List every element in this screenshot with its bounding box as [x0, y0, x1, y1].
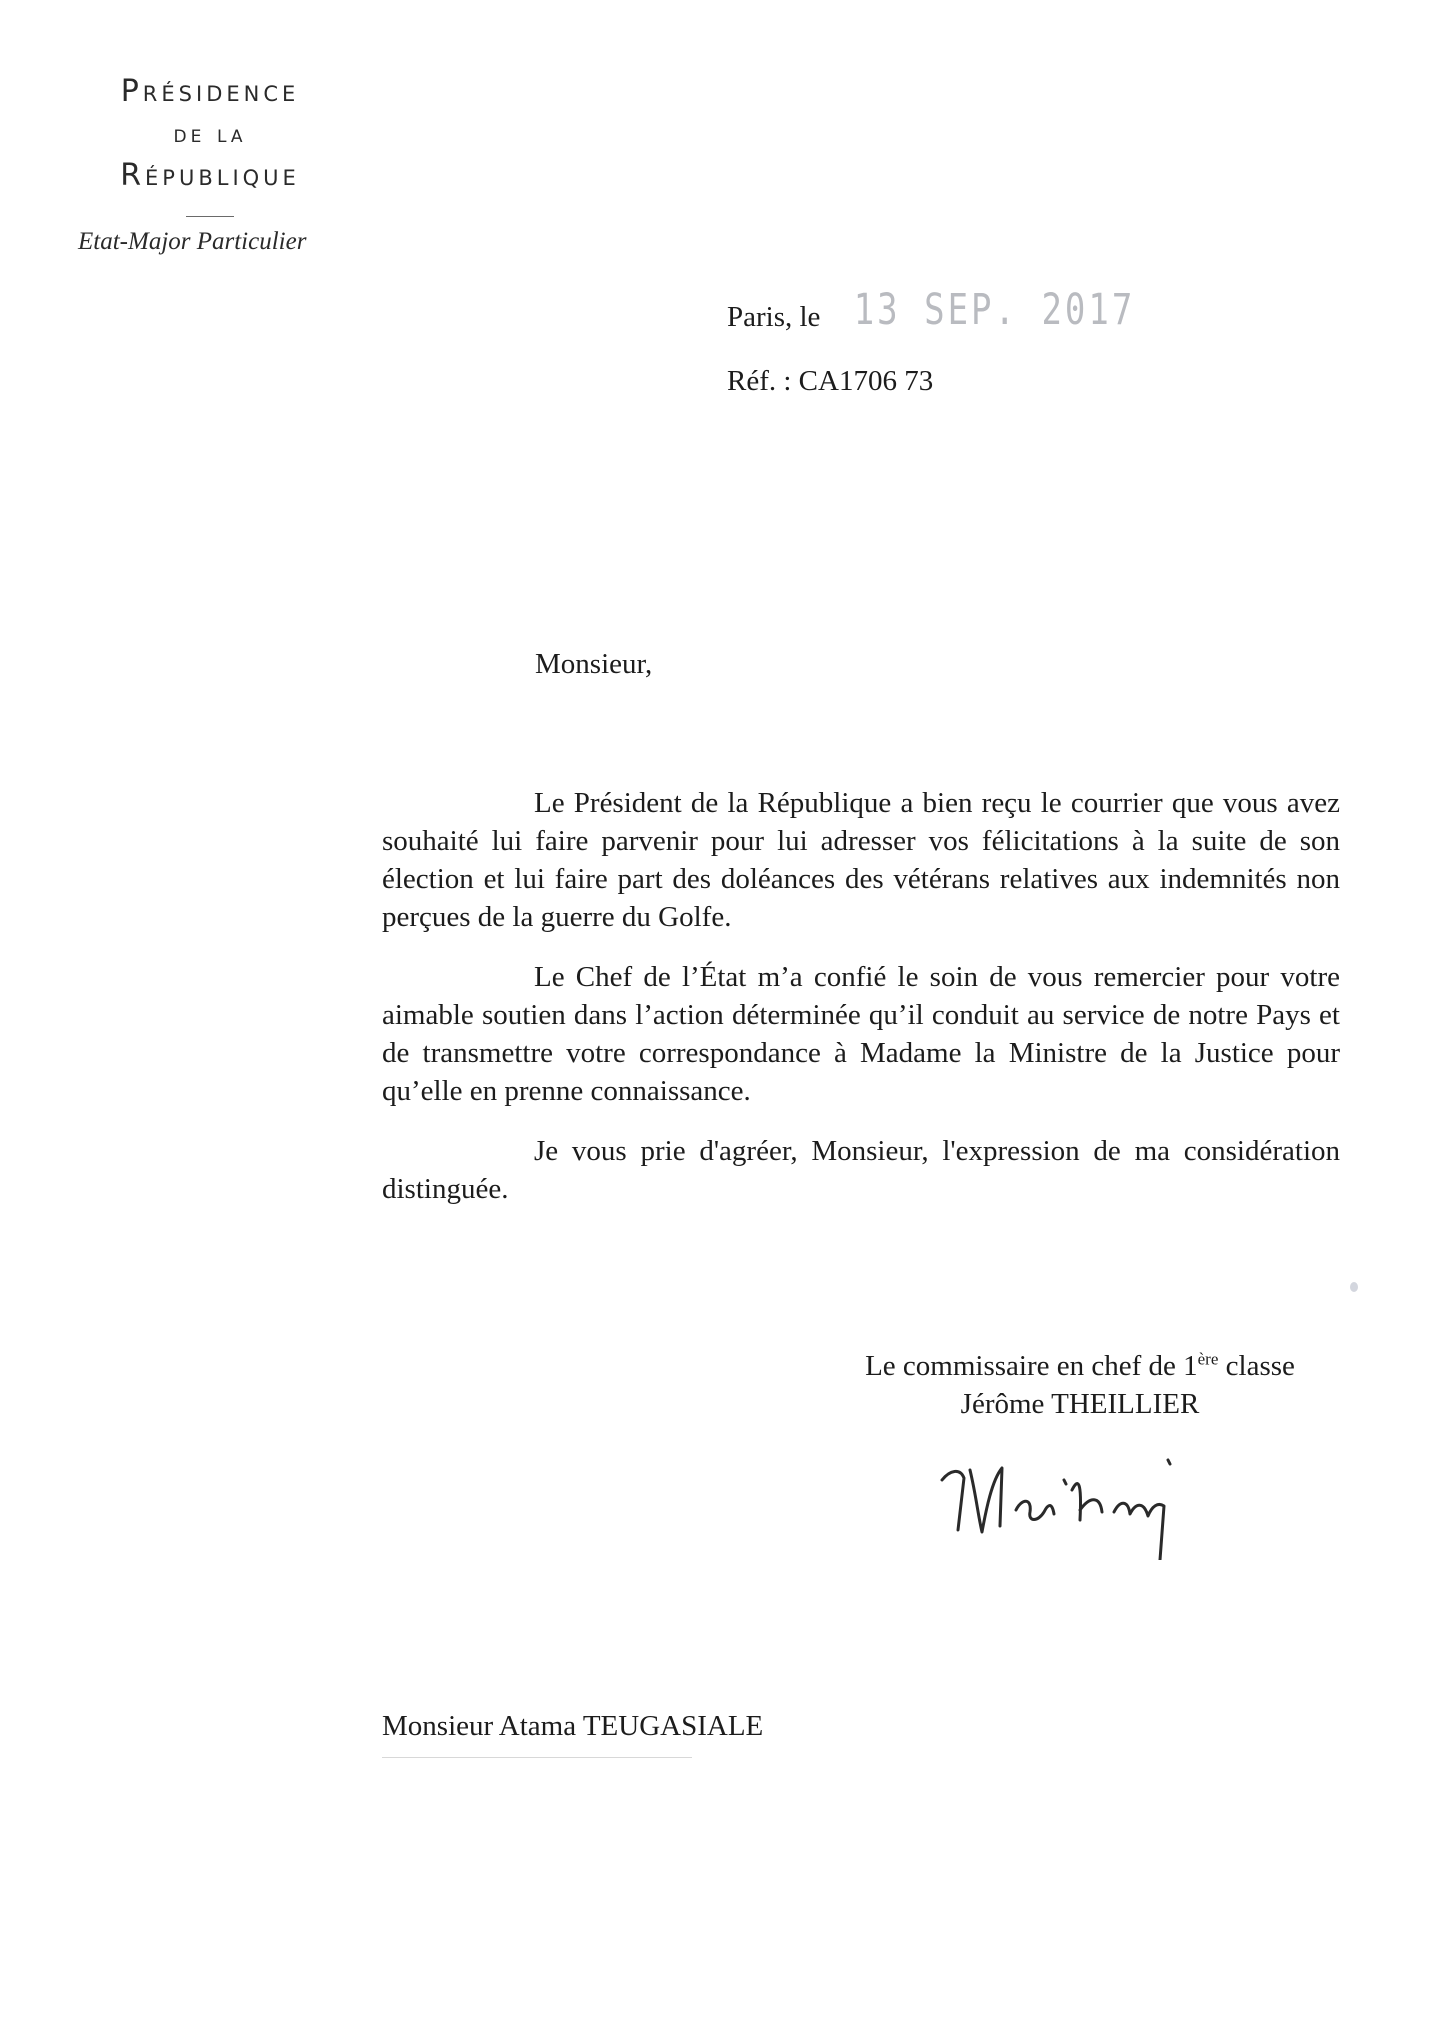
reference-number: Réf. : CA1706 73 — [727, 365, 934, 397]
signatory-title-superscript: ère — [1197, 1349, 1219, 1369]
handwritten-signature — [930, 1440, 1240, 1560]
signatory-title-main: Le commissaire en chef de 1 — [865, 1350, 1198, 1382]
paragraph-1: Le Président de la République a bien reçu le courrier que vous avez souhaité lui faire parvenir pour lui adresser vos félicitations à la suite de son élection et lui faire part des doléances des vétérans relatives aux indemnités non perçues de la guerre du Golfe. — [382, 787, 1340, 933]
letterhead-line-de-la: de la — [173, 120, 247, 148]
signatory-title — [800, 1347, 1360, 1385]
letterhead-divider — [186, 216, 234, 217]
letter-body — [382, 784, 1340, 1230]
letterhead-subtitle: Etat-Major Particulier — [78, 228, 307, 255]
paragraph-2: Le Chef de l’État m’a confié le soin de vous remercier pour votre aimable soutien dans l’action déterminée qu’il conduit au service de notre Pays et de transmettre votre correspondance à Madame la Ministre de la Justice pour qu’elle en prenne connaissance. — [382, 961, 1340, 1107]
salutation: Monsieur, — [535, 648, 653, 680]
recipient-underline — [382, 1757, 692, 1758]
signatory-name: Jérôme THEILLIER — [960, 1388, 1200, 1420]
paper-speck — [1350, 1282, 1358, 1292]
recipient-name: Monsieur Atama TEUGASIALE — [382, 1710, 764, 1742]
dateline — [727, 285, 1136, 335]
signature-block — [800, 1347, 1360, 1423]
dateline-label: Paris, le — [727, 301, 821, 333]
letterhead-line-republique: République — [120, 158, 300, 193]
signatory-title-end: classe — [1218, 1350, 1295, 1382]
letterhead — [60, 70, 360, 237]
paragraph-3: Je vous prie d'agréer, Monsieur, l'expression de ma considération distinguée. — [382, 1135, 1340, 1205]
date-stamp: 13 SEP. 2017 — [853, 285, 1136, 335]
letterhead-line-presidence: Présidence — [120, 74, 300, 109]
